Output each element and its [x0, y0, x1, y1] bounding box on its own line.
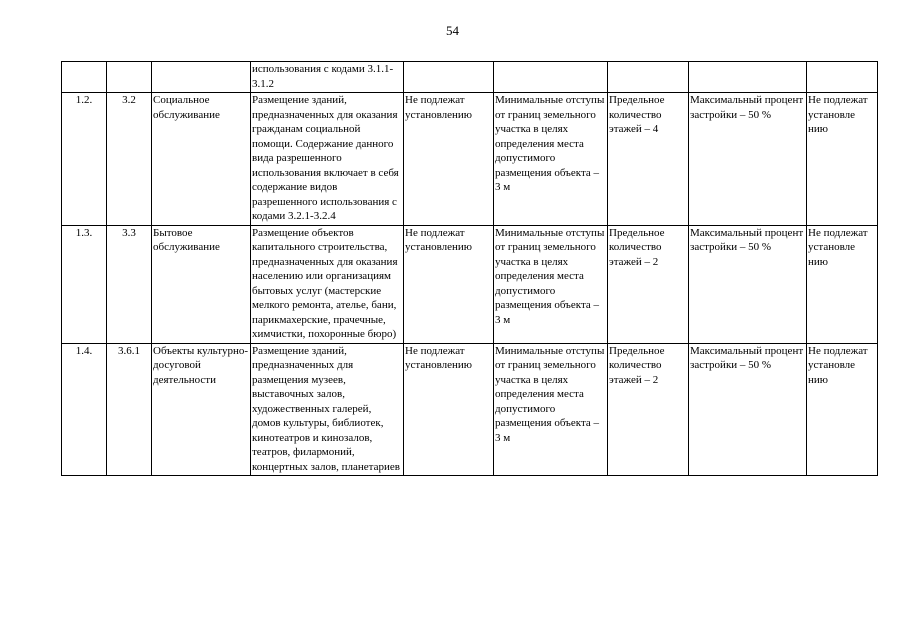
page-number: 54 [446, 23, 459, 38]
setback: Минимальные отступы от границ земельного участка в целях определения места допустимого размещения объекта – 3 м [494, 225, 608, 343]
floors-limit: Предельное количество этажей – 2 [608, 343, 689, 476]
row-number: 1.3. [62, 225, 107, 343]
table-cell [107, 62, 152, 93]
use-name: Объекты культурно-досуговой деятельности [152, 343, 251, 476]
coverage-limit: Максимальный процент застройки – 50 % [689, 225, 807, 343]
table-cell [608, 62, 689, 93]
coverage-limit: Максимальный процент застройки – 50 % [689, 343, 807, 476]
table-row-continuation [62, 62, 878, 93]
other-params: Не подлежат установле нию [807, 343, 878, 476]
min-area: Не подлежат установлению [404, 93, 494, 226]
table-cell [62, 62, 107, 93]
floors-limit: Предельное количество этажей – 2 [608, 225, 689, 343]
setback: Минимальные отступы от границ земельного участка в целях определения места допустимого размещения объекта – 3 м [494, 343, 608, 476]
use-code: 3.3 [107, 225, 152, 343]
use-name: Социальное обслуживание [152, 93, 251, 226]
table-cell [807, 62, 878, 93]
table-row [62, 225, 878, 343]
row-number: 1.4. [62, 343, 107, 476]
floors-limit: Предельное количество этажей – 4 [608, 93, 689, 226]
table-cell [494, 62, 608, 93]
coverage-limit: Максимальный процент застройки – 50 % [689, 93, 807, 226]
other-params: Не подлежат установле нию [807, 225, 878, 343]
use-description: Размещение зданий, предназначенных для оказания гражданам социальной помощи. Содержание данного вида разрешенного использования включает в себя содержание видов разрешенного использования с кодами 3.2.1-3.2.4 [251, 93, 404, 226]
table-cell [152, 62, 251, 93]
land-use-table [61, 61, 878, 476]
min-area: Не подлежат установлению [404, 343, 494, 476]
table-cell [404, 62, 494, 93]
table-cell-description: использования с кодами 3.1.1-3.1.2 [251, 62, 404, 93]
table-cell [689, 62, 807, 93]
use-code: 3.6.1 [107, 343, 152, 476]
use-code: 3.2 [107, 93, 152, 226]
use-description: Размещение зданий, предназначенных для размещения музеев, выставочных залов, художественных галерей, домов культуры, библиотек, кинотеатров и кинозалов, театров, филармоний, концертных залов, планетариев [251, 343, 404, 476]
setback: Минимальные отступы от границ земельного участка в целях определения места допустимого размещения объекта – 3 м [494, 93, 608, 226]
use-name: Бытовое обслуживание [152, 225, 251, 343]
min-area: Не подлежат установлению [404, 225, 494, 343]
row-number: 1.2. [62, 93, 107, 226]
table-row [62, 93, 878, 226]
table-row [62, 343, 878, 476]
other-params: Не подлежат установле нию [807, 93, 878, 226]
use-description: Размещение объектов капитального строительства, предназначенных для оказания населению или организациям бытовых услуг (мастерские мелкого ремонта, ателье, бани, парикмахерские, прачечные, химчистки, похоронные бюро) [251, 225, 404, 343]
